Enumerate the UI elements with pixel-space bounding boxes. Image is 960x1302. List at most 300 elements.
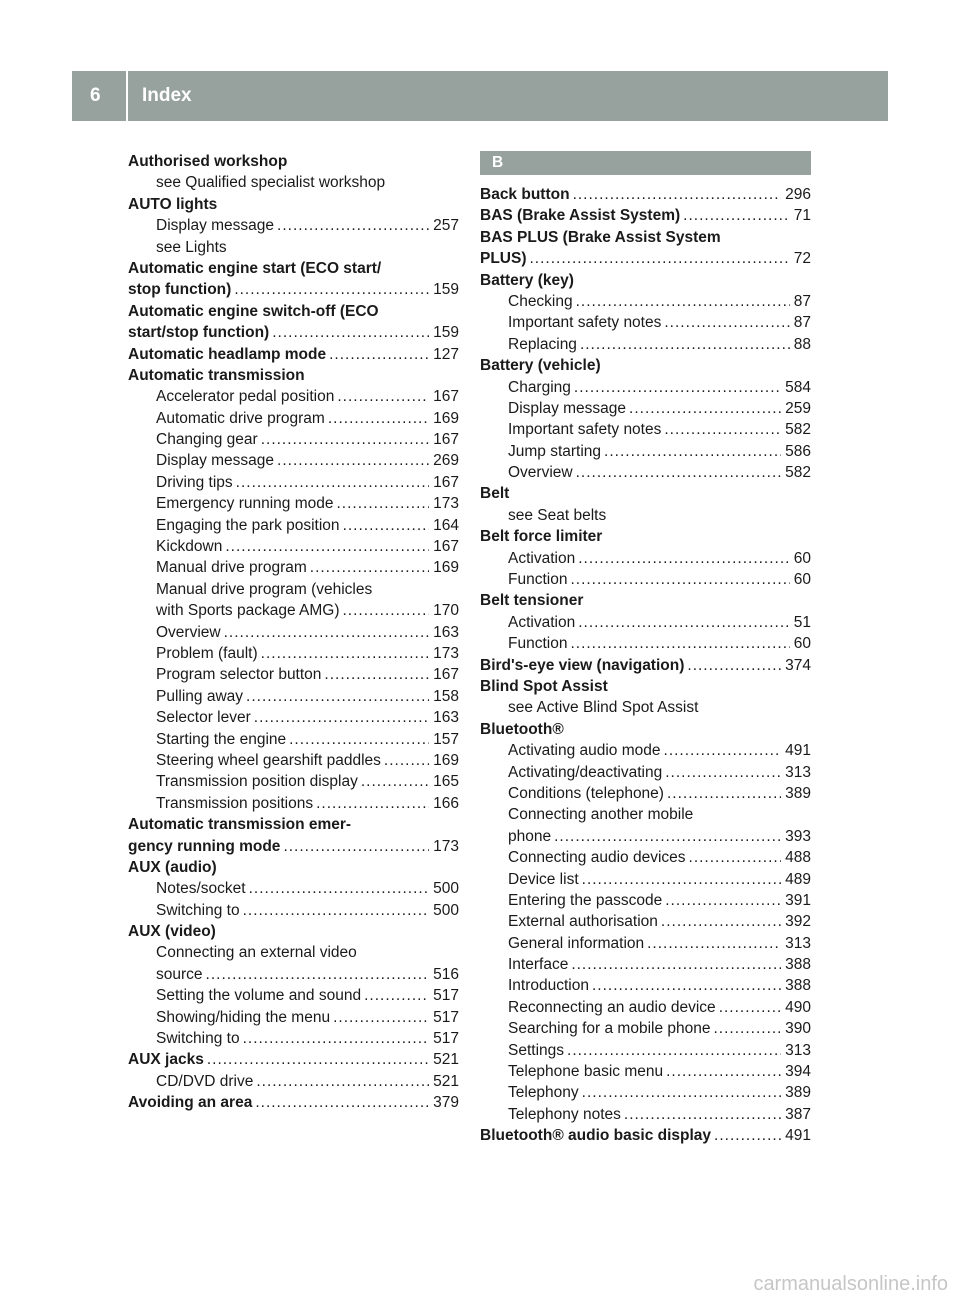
page-reference: 389 (785, 1084, 811, 1102)
page-reference: 166 (433, 794, 459, 812)
page-reference: 159 (433, 281, 459, 299)
entry-text: Selector lever (156, 709, 251, 727)
page-reference: 165 (433, 773, 459, 791)
dot-leader (249, 878, 430, 899)
index-subentry (128, 793, 459, 814)
dot-leader (243, 1028, 430, 1049)
page-reference: 296 (785, 186, 811, 203)
entry-text: Belt (480, 485, 510, 503)
index-subentry (128, 172, 459, 193)
entry-text: CD/DVD drive (156, 1072, 254, 1090)
page-reference: 87 (793, 314, 811, 332)
dot-leader (665, 762, 781, 783)
dot-leader (261, 429, 429, 450)
index-subentry (128, 643, 459, 664)
entry-text: Notes/socket (156, 880, 246, 898)
dot-leader (324, 664, 429, 685)
index-entry (480, 227, 811, 248)
dot-leader (343, 515, 430, 536)
page-reference: 387 (785, 1105, 811, 1123)
index-entries-b (480, 184, 811, 1147)
entry-text: stop function) (128, 281, 232, 299)
page-reference: 60 (793, 571, 811, 589)
index-subentry (128, 215, 459, 236)
index-subentry (480, 997, 811, 1018)
entry-text: Belt tensioner (480, 592, 584, 610)
entry-text: Reconnecting an audio device (508, 998, 716, 1016)
index-entry (480, 676, 811, 697)
entry-text: AUX (audio) (128, 858, 217, 876)
dot-leader (647, 933, 781, 954)
entry-text: Checking (508, 292, 573, 310)
entry-text: Introduction (508, 977, 589, 995)
page-reference: 169 (433, 559, 459, 577)
dot-leader (687, 655, 781, 676)
page-reference: 164 (433, 516, 459, 534)
entry-text: gency running mode (128, 837, 281, 855)
index-entry (480, 526, 811, 547)
index-entry (128, 365, 459, 386)
index-subentry (128, 386, 459, 407)
dot-leader (689, 847, 782, 868)
dot-leader (573, 184, 782, 205)
index-subentry (128, 942, 459, 963)
header-divider (126, 71, 128, 121)
index-entry (480, 483, 811, 504)
dot-leader (661, 911, 781, 932)
index-subentry (128, 493, 459, 514)
index-entry (128, 151, 459, 172)
page-reference: 269 (433, 452, 459, 470)
entry-text: Connecting another mobile (508, 806, 694, 824)
index-subentry (480, 1104, 811, 1125)
page-reference: 388 (785, 956, 811, 974)
page-header (72, 71, 888, 121)
entry-text: Program selector button (156, 666, 322, 684)
entry-text: Function (508, 571, 568, 589)
index-subentry (480, 783, 811, 804)
index-entry (128, 857, 459, 878)
index-subentry (128, 622, 459, 643)
dot-leader (578, 548, 790, 569)
entry-text: General information (508, 934, 645, 952)
entry-text: Overview (508, 464, 573, 482)
index-subentry (480, 740, 811, 761)
page-reference: 584 (785, 378, 811, 396)
entry-text: start/stop function) (128, 324, 270, 342)
dot-leader (329, 344, 429, 365)
index-subentry (128, 985, 459, 1006)
page-reference: 488 (785, 849, 811, 867)
page-reference: 491 (785, 1127, 811, 1145)
entry-text: Accelerator pedal position (156, 388, 335, 406)
index-entry (480, 355, 811, 376)
entry-text: Telephony (508, 1084, 579, 1102)
index-entry (480, 1125, 811, 1146)
index-subentry (480, 441, 811, 462)
entry-text: Telephony notes (508, 1105, 621, 1123)
index-entry (480, 248, 811, 269)
entry-text: source (156, 965, 203, 983)
entry-text: Replacing (508, 335, 577, 353)
dot-leader (328, 408, 429, 429)
dot-leader (289, 729, 429, 750)
entry-text: Driving tips (156, 473, 233, 491)
index-subentry (128, 472, 459, 493)
page-reference: 60 (793, 635, 811, 653)
entry-text: with Sports package AMG) (156, 602, 340, 620)
page-reference: 158 (433, 687, 459, 705)
entry-text: see Qualified specialist workshop (156, 174, 386, 192)
entry-text: Manual drive program (vehicles (156, 580, 373, 598)
entry-text: BAS (Brake Assist System) (480, 207, 681, 225)
dot-leader (243, 900, 430, 921)
entry-text: Activation (508, 549, 576, 567)
entry-text: see Seat belts (508, 506, 607, 524)
page-number: 6 (90, 85, 101, 106)
dot-leader (224, 622, 430, 643)
page-reference: 87 (793, 292, 811, 310)
dot-leader (207, 1049, 429, 1070)
page-reference: 379 (433, 1094, 459, 1112)
dot-leader (310, 557, 429, 578)
index-subentry (480, 890, 811, 911)
page-reference: 582 (785, 421, 811, 439)
page-reference: 60 (793, 549, 811, 567)
index-subentry (128, 450, 459, 471)
dot-leader (667, 783, 781, 804)
page-reference: 51 (793, 613, 811, 631)
dot-leader (272, 322, 429, 343)
index-subentry (128, 1071, 459, 1092)
dot-leader (571, 954, 781, 975)
dot-leader (592, 975, 781, 996)
index-subentry (480, 869, 811, 890)
entry-text: Bluetooth® (480, 720, 564, 738)
index-subentry (128, 664, 459, 685)
entry-text: Activating audio mode (508, 742, 661, 760)
page-reference: 167 (433, 666, 459, 684)
dot-leader (604, 441, 781, 462)
page-title: Index (142, 85, 192, 106)
index-subentry (128, 771, 459, 792)
index-subentry (480, 762, 811, 783)
page-reference: 259 (785, 399, 811, 417)
dot-leader (255, 1092, 429, 1113)
page-reference: 390 (785, 1020, 811, 1038)
index-subentry (128, 429, 459, 450)
entry-text: Telephone basic menu (508, 1063, 664, 1081)
index-subentry (128, 750, 459, 771)
entry-text: Important safety notes (508, 314, 662, 332)
dot-leader (316, 793, 429, 814)
page-reference: 517 (433, 1030, 459, 1048)
dot-leader (664, 312, 789, 333)
page-reference: 582 (785, 464, 811, 482)
dot-leader (574, 377, 781, 398)
entry-text: Automatic headlamp mode (128, 345, 327, 363)
index-entry (480, 590, 811, 611)
page-reference: 389 (785, 784, 811, 802)
entry-text: Function (508, 635, 568, 653)
entry-text: Activating/deactivating (508, 763, 663, 781)
entry-text: Display message (156, 217, 275, 235)
index-subentry (128, 1007, 459, 1028)
index-entry (128, 344, 459, 365)
page-reference: 394 (785, 1063, 811, 1081)
entry-text: Entering the passcode (508, 891, 663, 909)
index-entry (128, 194, 459, 215)
page-reference: 391 (785, 891, 811, 909)
index-subentry (480, 954, 811, 975)
entry-text: Automatic engine switch-off (ECO (128, 302, 379, 320)
entry-text: Bluetooth® audio basic display (480, 1127, 712, 1145)
page-reference: 127 (433, 345, 459, 363)
index-subentry (480, 933, 811, 954)
index-column-left (128, 151, 459, 1114)
page-reference: 313 (785, 763, 811, 781)
entry-text: phone (508, 827, 552, 845)
dot-leader (554, 826, 781, 847)
dot-leader (683, 205, 790, 226)
index-subentry (128, 878, 459, 899)
dot-leader (719, 997, 781, 1018)
entry-text: Starting the engine (156, 730, 287, 748)
dot-leader (225, 536, 429, 557)
page-reference: 517 (433, 1008, 459, 1026)
page-reference: 586 (785, 442, 811, 460)
page-reference: 167 (433, 388, 459, 406)
dot-leader (576, 291, 790, 312)
page-reference: 173 (433, 644, 459, 662)
entry-text: Display message (156, 452, 275, 470)
entry-text: Connecting audio devices (508, 849, 686, 867)
dot-leader (261, 643, 429, 664)
entry-text: Activation (508, 613, 576, 631)
index-entry (128, 322, 459, 343)
index-entry (128, 279, 459, 300)
dot-leader (364, 985, 429, 1006)
dot-leader (246, 686, 429, 707)
index-entry (128, 1049, 459, 1070)
entry-text: Blind Spot Assist (480, 677, 608, 695)
dot-leader (570, 633, 789, 654)
entry-text: Transmission position display (156, 773, 358, 791)
page-reference: 516 (433, 965, 459, 983)
dot-leader (206, 964, 430, 985)
index-subentry (480, 569, 811, 590)
section-letter-b: B (480, 151, 811, 175)
entry-text: Connecting an external video (156, 944, 357, 962)
entry-text: see Active Blind Spot Assist (508, 699, 699, 717)
index-entry (480, 205, 811, 226)
entry-text: Important safety notes (508, 421, 662, 439)
entry-text: Automatic engine start (ECO start/ (128, 259, 382, 277)
entry-text: Interface (508, 956, 569, 974)
index-subentry (480, 911, 811, 932)
entry-text: Back button (480, 186, 570, 203)
index-entry (480, 719, 811, 740)
dot-leader (567, 1040, 781, 1061)
index-subentry (480, 291, 811, 312)
page-reference: 163 (433, 623, 459, 641)
index-entry (480, 655, 811, 676)
entry-text: see Lights (156, 238, 227, 256)
index-subentry (480, 548, 811, 569)
index-subentry (480, 847, 811, 868)
index-subentry (480, 505, 811, 526)
dot-leader (582, 869, 781, 890)
page-reference: 163 (433, 709, 459, 727)
index-subentry (128, 515, 459, 536)
dot-leader (629, 398, 781, 419)
entry-text: Manual drive program (156, 559, 307, 577)
index-subentry (128, 600, 459, 621)
entry-text: Charging (508, 378, 571, 396)
dot-leader (337, 493, 430, 514)
page-reference: 173 (433, 837, 459, 855)
dot-leader (576, 462, 782, 483)
index-subentry (480, 334, 811, 355)
index-subentry (128, 557, 459, 578)
index-subentry (128, 729, 459, 750)
dot-leader (236, 472, 429, 493)
index-subentry (480, 398, 811, 419)
dot-leader (664, 740, 782, 761)
index-entry (128, 921, 459, 942)
index-subentry (128, 408, 459, 429)
index-subentry (128, 707, 459, 728)
page-reference: 521 (433, 1072, 459, 1090)
index-subentry (480, 462, 811, 483)
index-entry (480, 270, 811, 291)
index-entry (128, 258, 459, 279)
index-subentry (480, 975, 811, 996)
dot-leader (664, 419, 781, 440)
page-reference: 388 (785, 977, 811, 995)
entry-text: PLUS) (480, 250, 527, 268)
entry-text: Battery (key) (480, 271, 574, 289)
dot-leader (570, 569, 789, 590)
dot-leader (714, 1125, 781, 1146)
index-subentry (480, 377, 811, 398)
entry-text: Avoiding an area (128, 1094, 253, 1112)
index-subentry (480, 633, 811, 654)
page-reference: 88 (793, 335, 811, 353)
entry-text: Automatic transmission (128, 366, 305, 384)
index-subentry (480, 1040, 811, 1061)
index-subentry (128, 686, 459, 707)
page-reference: 393 (785, 827, 811, 845)
entry-text: Belt force limiter (480, 528, 603, 546)
watermark: carmanualsonline.info (753, 1273, 948, 1295)
index-subentry (480, 697, 811, 718)
page-reference: 167 (433, 473, 459, 491)
dot-leader (624, 1104, 781, 1125)
entry-text: BAS PLUS (Brake Assist System (480, 228, 721, 246)
entry-text: Bird's-eye view (navigation) (480, 656, 685, 674)
entry-text: Kickdown (156, 538, 223, 556)
dot-leader (254, 707, 429, 728)
entry-text: Pulling away (156, 687, 244, 705)
page-reference: 491 (785, 742, 811, 760)
index-subentry (128, 964, 459, 985)
page-reference: 170 (433, 602, 459, 620)
entry-text: Display message (508, 399, 627, 417)
entry-text: External authorisation (508, 913, 658, 931)
entry-text: Authorised workshop (128, 153, 288, 170)
dot-leader (580, 334, 790, 355)
dot-leader (578, 612, 790, 633)
entry-text: Problem (fault) (156, 644, 258, 662)
index-subentry (128, 900, 459, 921)
entry-text: Engaging the park position (156, 516, 340, 534)
page-reference: 500 (433, 880, 459, 898)
index-column-right (480, 151, 811, 1147)
entry-text: Setting the volume and sound (156, 987, 362, 1005)
index-subentry (128, 1028, 459, 1049)
page-reference: 72 (793, 250, 811, 268)
entry-text: AUX (video) (128, 923, 216, 941)
dot-leader (582, 1082, 781, 1103)
index-subentry (480, 312, 811, 333)
index-subentry (480, 1018, 811, 1039)
page-reference: 169 (433, 409, 459, 427)
entry-text: Conditions (telephone) (508, 784, 664, 802)
page-reference: 517 (433, 987, 459, 1005)
page-reference: 169 (433, 751, 459, 769)
entry-text: Transmission positions (156, 794, 314, 812)
dot-leader (530, 248, 790, 269)
index-subentry (128, 579, 459, 600)
index-entry (128, 1092, 459, 1113)
page-reference: 374 (785, 656, 811, 674)
page-reference: 313 (785, 934, 811, 952)
dot-leader (384, 750, 429, 771)
entry-text: Switching to (156, 901, 240, 919)
page-reference: 490 (785, 998, 811, 1016)
page-reference: 71 (793, 207, 811, 225)
entry-text: Changing gear (156, 431, 258, 449)
entry-text: Showing/hiding the menu (156, 1008, 331, 1026)
entry-text: Jump starting (508, 442, 602, 460)
entry-text: Switching to (156, 1030, 240, 1048)
dot-leader (714, 1018, 782, 1039)
dot-leader (234, 279, 429, 300)
index-entry (128, 814, 459, 835)
dot-leader (283, 836, 429, 857)
entry-text: AUTO lights (128, 195, 218, 213)
entry-text: Searching for a mobile phone (508, 1020, 711, 1038)
dot-leader (333, 1007, 429, 1028)
dot-leader (277, 215, 429, 236)
page-reference: 157 (433, 730, 459, 748)
page-reference: 500 (433, 901, 459, 919)
page-reference: 159 (433, 324, 459, 342)
dot-leader (337, 386, 429, 407)
index-subentry (480, 1061, 811, 1082)
index-subentry (480, 826, 811, 847)
dot-leader (666, 1061, 781, 1082)
entry-text: Battery (vehicle) (480, 357, 601, 375)
page-reference: 257 (433, 217, 459, 235)
entry-text: Emergency running mode (156, 495, 334, 513)
dot-leader (665, 890, 781, 911)
index-entry (128, 836, 459, 857)
entry-text: Settings (508, 1041, 565, 1059)
index-entry (480, 184, 811, 205)
page-reference: 489 (785, 870, 811, 888)
